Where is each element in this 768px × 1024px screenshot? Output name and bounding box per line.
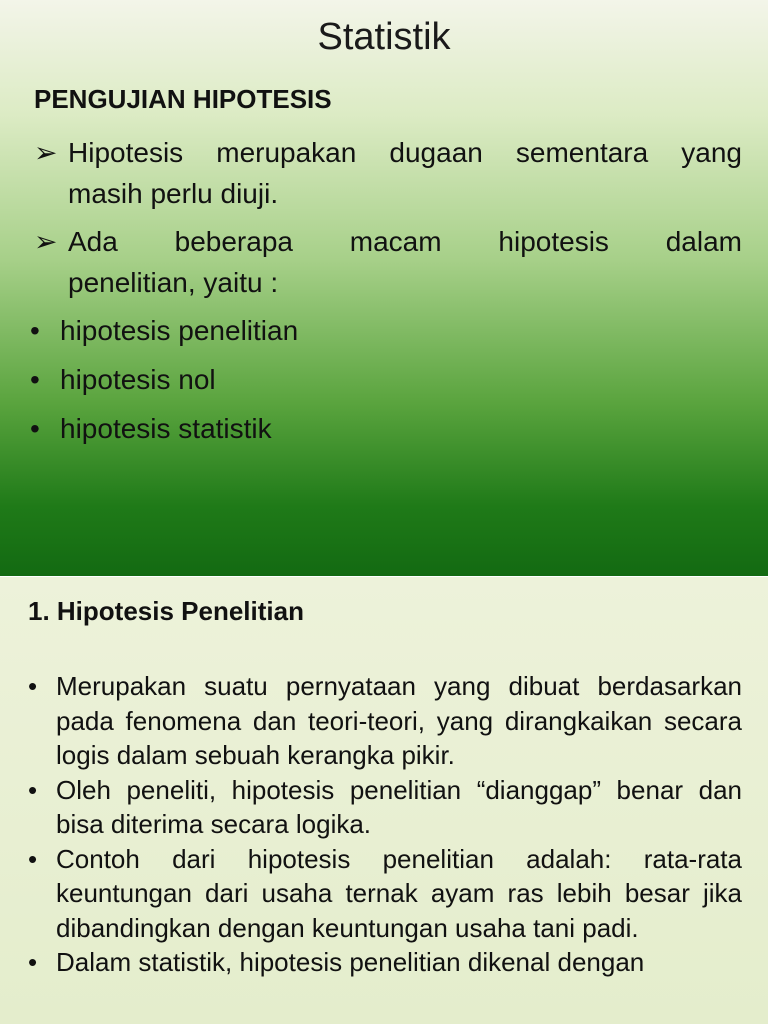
list-item bbox=[28, 669, 742, 773]
arrow-point-1 bbox=[34, 132, 742, 214]
list-item bbox=[28, 842, 742, 946]
list-item-text: Dalam statistik, hipotesis penelitian dikenal dengan bbox=[56, 947, 645, 977]
arrow-bullet-icon: ➢ bbox=[34, 226, 58, 257]
list-item-text: hipotesis statistik bbox=[60, 413, 272, 444]
list-item-text: Oleh peneliti, hipotesis penelitian “dianggap” benar dan bisa diterima secara logika. bbox=[56, 774, 742, 839]
list-item bbox=[30, 311, 298, 351]
section-heading: 1. Hipotesis Penelitian bbox=[28, 596, 304, 626]
arrow-point-line: Hipotesis merupakan dugaan sementara yang bbox=[68, 137, 742, 168]
bullet-icon: • bbox=[28, 947, 38, 977]
list-item bbox=[30, 360, 216, 400]
bullet-icon: • bbox=[28, 671, 38, 701]
bullet-list bbox=[28, 669, 742, 980]
bullet-icon: • bbox=[30, 364, 40, 395]
slide-title: Statistik bbox=[317, 16, 451, 58]
arrow-point-line: penelitian, yaitu : bbox=[68, 267, 279, 298]
list-item bbox=[28, 773, 742, 842]
bullet-icon: • bbox=[30, 413, 40, 444]
bullet-icon: • bbox=[28, 843, 38, 874]
list-item-text: Merupakan suatu pernyataan yang dibuat berdasarkan pada fenomena dan teori-teori, yang dirangkaikan secara logis dalam sebuah kerangka pikir. bbox=[56, 671, 742, 770]
arrow-point-2 bbox=[34, 221, 742, 303]
arrow-point-line: Ada beberapa macam hipotesis dalam bbox=[68, 226, 742, 257]
list-item-text: hipotesis penelitian bbox=[60, 315, 299, 346]
list-item-text: Contoh dari hipotesis penelitian adalah: rata-rata keuntungan dari usaha ternak ayam ras lebih besar jika dibandingkan dengan keuntungan usaha tani padi. bbox=[56, 843, 742, 943]
slide-subtitle: PENGUJIAN HIPOTESIS bbox=[34, 84, 332, 114]
bullet-icon: • bbox=[28, 774, 38, 805]
list-item bbox=[28, 945, 742, 980]
arrow-bullet-icon: ➢ bbox=[34, 137, 58, 168]
list-item bbox=[30, 409, 272, 449]
bullet-icon: • bbox=[30, 315, 40, 346]
arrow-point-line: masih perlu diuji. bbox=[68, 178, 279, 209]
list-item-text: hipotesis nol bbox=[60, 364, 216, 395]
